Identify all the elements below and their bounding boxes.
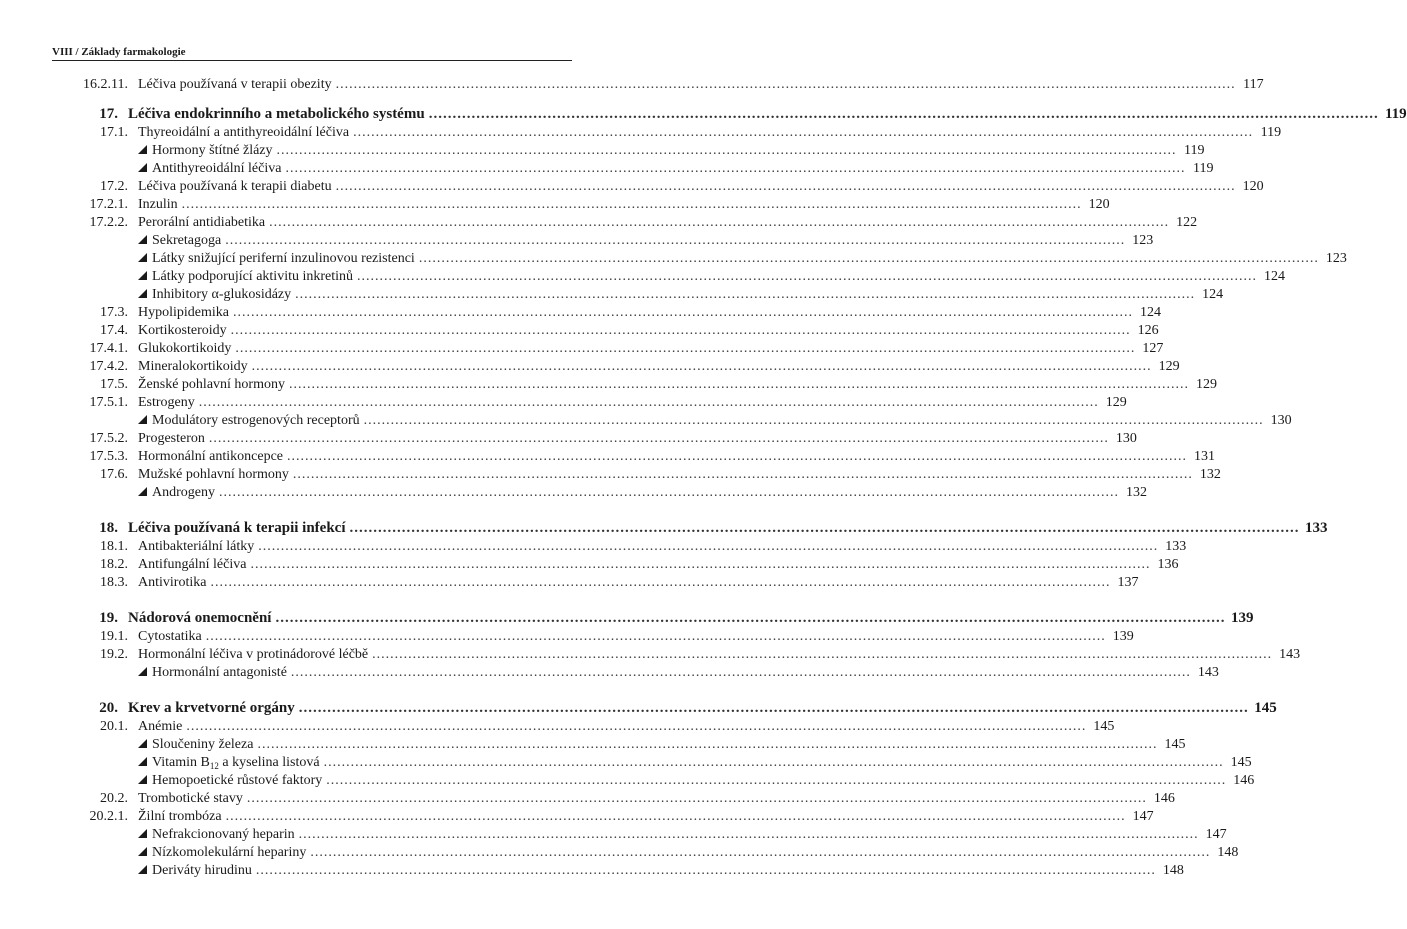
toc-entry-row [52,160,1214,178]
toc-entry-title-text: Antithyreoidální léčiva [152,161,282,176]
toc-entry-number: 17.5. [100,377,128,392]
toc-entry-title [128,104,425,124]
toc-page-number: 139 [1112,629,1134,644]
triangle-bullet-icon [138,163,147,172]
toc-entry-title [138,448,283,466]
toc-entry-title [138,736,253,754]
toc-entry-row [52,754,1252,772]
toc-page-number: 129 [1105,395,1127,410]
dot-leader: ........................................................................................................................................................................................................ [269,215,1170,230]
toc-entry-title [138,196,178,214]
toc-entry-title [138,538,254,556]
toc-page-number: 133 [1305,520,1328,536]
toc-entry-title [138,358,248,376]
triangle-bullet-icon [138,271,147,280]
triangle-bullet-icon [138,865,147,874]
toc-entry-number: 19.2. [100,647,128,662]
toc-page-number: 119 [1192,161,1214,176]
triangle-bullet-icon [138,667,147,676]
toc-entry-title-text: Nádorová onemocnění [128,610,272,626]
toc-chapter-row [52,518,1328,538]
toc-entry-row [52,76,1264,94]
toc-page-number: 127 [1142,341,1164,356]
toc-entry-row [52,232,1154,250]
toc-entry-number: 19.1. [100,629,128,644]
dot-leader: ........................................................................................................................................................................................................ [295,287,1196,302]
toc-entry-title [138,790,243,808]
toc-entry-row [52,268,1286,286]
toc-entry-row [52,178,1264,196]
triangle-bullet-icon [138,235,147,244]
toc-chapter-row [52,104,1407,124]
toc-entry-row [52,826,1227,844]
toc-entry-title [138,340,231,358]
dot-leader: ........................................................................................................................................................................................................ [285,161,1186,176]
toc-page-number: 122 [1176,215,1198,230]
dot-leader: ........................................................................................................................................................................................................ [323,755,1224,770]
dot-leader: ........................................................................................................................................................................................................ [276,143,1177,158]
toc-entry-subscript: 12 [209,761,219,771]
toc-entry-row [52,844,1239,862]
toc-entry-number: 16.2.11. [83,77,128,92]
dot-leader: ........................................................................................................................................................................................................ [326,773,1227,788]
toc-page-number: 139 [1230,610,1254,626]
toc-entry-number: 17.2.1. [89,197,128,212]
dot-leader: ........................................................................................................................................................................................................ [246,791,1147,806]
toc-entry-title-text: Sekretagoga [152,233,222,248]
toc-page-number: 120 [1242,179,1264,194]
toc-entry-title-text: Kortikosteroidy [138,323,227,338]
toc-entry-row [52,214,1198,232]
toc-entry-title [138,466,289,484]
toc-entry-number: 17.2. [100,179,128,194]
toc-page-number: 148 [1162,863,1184,878]
toc-page-number: 130 [1270,413,1292,428]
toc-page-number: 129 [1195,377,1217,392]
toc-entry-title [138,322,227,340]
toc-entry-row [52,358,1180,376]
toc-entry-number: 18. [99,520,118,536]
toc-page-number: 119 [1184,143,1205,158]
dot-leader: ........................................................................................................................................................................................................ [288,377,1189,392]
toc-entry-title [128,518,346,538]
toc-entry-title [138,772,322,790]
toc-entry-title-text: Hemopoetické růstové faktory [152,773,323,788]
toc-entry-title [138,826,295,844]
toc-entry-title [138,142,273,160]
dot-leader: ........................................................................................................................................................................................................ [235,341,1136,356]
toc-entry-title [138,574,206,592]
toc-entry-title [138,160,281,178]
toc-entry-title [128,698,295,718]
triangle-bullet-icon [138,739,147,748]
toc-entry-row [52,340,1164,358]
dot-leader: ........................................................................................................................................................................................................ [335,179,1236,194]
toc-entry-title [138,304,229,322]
toc-page-number: 117 [1243,77,1264,92]
toc-entry-title-text: a kyselina listová [218,755,320,770]
toc-entry-number: 17.5.1. [89,395,128,410]
toc-entry-number: 19. [99,610,118,626]
triangle-bullet-icon [138,253,147,262]
toc-page-number: 130 [1115,431,1137,446]
toc-entry-title-text: Androgeny [152,485,215,500]
toc-entry-title-text: Krev a krvetvorné orgány [128,700,295,716]
toc-entry-number: 17.1. [100,125,128,140]
toc-entry-number: 20.1. [100,719,128,734]
triangle-bullet-icon [138,847,147,856]
toc-entry-number: 17.5.3. [89,449,128,464]
dot-leader: ........................................................................................................................................................................................................ [292,467,1193,482]
toc-page-number: 147 [1205,827,1227,842]
toc-entry-row [52,250,1347,268]
dot-leader: ........................................................................................................................................................................................................ [181,197,1082,212]
dot-leader: ........................................................................................................................................................................................................ [275,610,1226,626]
triangle-bullet-icon [138,289,147,298]
dot-leader: ........................................................................................................................................................................................................ [225,809,1126,824]
toc-entry-title-text: Léčiva endokrinního a metabolického systému [128,106,425,122]
triangle-bullet-icon [138,145,147,154]
toc-page-number: 147 [1132,809,1154,824]
toc-entry-title-text: Trombotické stavy [138,791,243,806]
toc-entry-title-text: Hormonální antagonisté [152,665,287,680]
toc-page-number: 124 [1264,269,1286,284]
toc-entry-row [52,304,1161,322]
table-of-contents [52,76,1407,880]
toc-entry-number: 17.4.1. [89,341,128,356]
dot-leader: ........................................................................................................................................................................................................ [258,539,1159,554]
toc-entry-title [138,124,349,142]
toc-page-number: 123 [1132,233,1154,248]
dot-leader: ........................................................................................................................................................................................................ [357,269,1258,284]
toc-entry-number: 20.2.1. [89,809,128,824]
toc-entry-row [52,664,1219,682]
toc-entry-row [52,394,1127,412]
toc-entry-title [138,430,205,448]
toc-entry-title [138,376,285,394]
dot-leader: ........................................................................................................................................................................................................ [335,77,1236,92]
toc-entry-title-text: Cytostatika [138,629,202,644]
toc-entry-title-text: Thyreoidální a antithyreoidální léčiva [138,125,350,140]
toc-entry-title-text: Anémie [138,719,183,734]
dot-leader: ........................................................................................................................................................................................................ [298,827,1199,842]
toc-entry-row [52,574,1139,592]
dot-leader: ........................................................................................................................................................................................................ [219,485,1119,500]
toc-entry-number: 20. [99,700,118,716]
toc-page-number: 133 [1165,539,1187,554]
toc-chapter-row [52,698,1277,718]
toc-entry-number: 17.3. [100,305,128,320]
toc-entry-title-text: Žilní trombóza [138,809,222,824]
toc-entry-title [138,646,368,664]
toc-entry-title-text: Perorální antidiabetika [138,215,266,230]
toc-entry-title-text: Inzulin [138,197,178,212]
toc-entry-title-text: Léčiva používaná k terapii diabetu [138,179,332,194]
dot-leader: ........................................................................................................................................................................................................ [210,575,1111,590]
toc-entry-row [52,718,1115,736]
toc-entry-title-text: Hypolipidemika [138,305,229,320]
dot-leader: ........................................................................................................................................................................................................ [353,125,1254,140]
toc-entry-title [138,214,265,232]
toc-entry-row [52,790,1175,808]
toc-chapter-row [52,608,1254,628]
toc-entry-number: 17. [99,106,118,122]
dot-leader: ........................................................................................................................................................................................................ [310,845,1211,860]
toc-page-number: 136 [1157,557,1179,572]
toc-entry-row [52,142,1205,160]
dot-leader: ........................................................................................................................................................................................................ [251,359,1152,374]
toc-entry-row [52,556,1179,574]
dot-leader: ........................................................................................................................................................................................................ [290,665,1191,680]
toc-entry-title-text: Inhibitory α-glukosidázy [152,287,292,302]
toc-entry-title [138,844,306,862]
toc-entry-title-text: Mineralokortikoidy [138,359,248,374]
toc-entry-number: 18.3. [100,575,128,590]
toc-entry-row [52,286,1224,304]
toc-page-number: 126 [1137,323,1159,338]
dot-leader: ........................................................................................................................................................................................................ [250,557,1151,572]
toc-entry-number: 18.1. [100,539,128,554]
toc-entry-title [138,286,291,304]
toc-entry-row [52,196,1110,214]
triangle-bullet-icon [138,775,147,784]
toc-entry-row [52,808,1154,826]
toc-entry-title [138,808,222,826]
toc-entry-number: 17.2.2. [89,215,128,230]
toc-page-number: 143 [1197,665,1219,680]
toc-entry-title-text: Látky podporující aktivitu inkretinů [152,269,354,284]
toc-entry-title-text: Hormony štítné žlázy [152,143,273,158]
toc-entry-title [138,628,202,646]
toc-page-number: 146 [1153,791,1175,806]
toc-entry-title-text: Vitamin B [152,755,210,770]
dot-leader: ........................................................................................................................................................................................................ [233,305,1133,320]
toc-page-number: 124 [1140,305,1161,320]
toc-entry-title-text: Léčiva používaná k terapii infekcí [128,520,346,536]
toc-entry-row [52,466,1221,484]
toc-entry-title-text: Estrogeny [138,395,195,410]
dot-leader: ........................................................................................................................................................................................................ [255,863,1156,878]
toc-entry-title-text: Modulátory estrogenových receptorů [152,413,360,428]
toc-page-number: 143 [1279,647,1301,662]
toc-entry-title-text: Mužské pohlavní hormony [138,467,289,482]
toc-entry-title [138,232,221,250]
toc-entry-row [52,538,1187,556]
toc-entry-title [138,412,360,430]
toc-entry-title [138,76,332,94]
dot-leader: ........................................................................................................................................................................................................ [363,413,1264,428]
toc-entry-title-text: Deriváty hirudinu [152,863,252,878]
toc-entry-number: 17.6. [100,467,128,482]
toc-entry-number: 17.4.2. [89,359,128,374]
toc-entry-row [52,376,1217,394]
toc-page-number: 123 [1325,251,1347,266]
toc-page-number: 120 [1088,197,1110,212]
toc-entry-row [52,484,1147,502]
toc-page-number: 148 [1217,845,1239,860]
toc-entry-title-text: Hormonální antikoncepce [138,449,284,464]
toc-entry-title-text: Antibakteriální látky [138,539,255,554]
toc-entry-row [52,322,1159,340]
toc-entry-title [138,178,332,196]
toc-entry-row [52,430,1137,448]
toc-entry-title-text: Antivirotika [138,575,207,590]
dot-leader: ........................................................................................................................................................................................................ [428,106,1379,122]
toc-entry-title-text: Nízkomolekulární hepariny [152,845,307,860]
toc-entry-row [52,772,1255,790]
toc-page-number: 145 [1164,737,1186,752]
toc-entry-title [138,862,252,880]
toc-entry-row [52,412,1292,430]
toc-entry-title-text: Léčiva používaná v terapii obezity [138,77,332,92]
toc-entry-title-text: Glukokortikoidy [138,341,232,356]
toc-page-number: 146 [1233,773,1255,788]
toc-entry-row [52,736,1186,754]
toc-entry-title [138,394,195,412]
dot-leader: ........................................................................................................................................................................................................ [186,719,1087,734]
triangle-bullet-icon [138,829,147,838]
toc-entry-title-text: Antifungální léčiva [138,557,247,572]
toc-entry-title-text: Nefrakcionovaný heparin [152,827,295,842]
triangle-bullet-icon [138,487,147,496]
toc-page-number: 145 [1254,700,1277,716]
toc-entry-number: 18.2. [100,557,128,572]
toc-page-number: 137 [1117,575,1139,590]
toc-entry-title [138,718,182,736]
toc-entry-title-text: Látky snižující periferní inzulinovou rezistenci [152,251,415,266]
toc-entry-title [138,484,215,502]
toc-entry-title [138,268,353,286]
toc-page-number: 132 [1199,467,1221,482]
toc-entry-number: 17.4. [100,323,128,338]
toc-entry-title [128,608,271,628]
toc-entry-title-text: Ženské pohlavní hormony [138,377,285,392]
dot-leader: ........................................................................................................................................................................................................ [198,395,1099,410]
dot-leader: ........................................................................................................................................................................................................ [257,737,1158,752]
toc-entry-number: 20.2. [100,791,128,806]
toc-page-number: 145 [1093,719,1115,734]
running-header-text: VIII / Základy farmakologie [52,46,186,58]
toc-entry-row [52,862,1184,880]
dot-leader: ........................................................................................................................................................................................................ [205,629,1106,644]
running-header [52,46,572,61]
dot-leader: ........................................................................................................................................................................................................ [418,251,1319,266]
triangle-bullet-icon [138,757,147,766]
toc-page-number: 129 [1158,359,1180,374]
toc-entry-title [138,556,246,574]
toc-entry-title-text: Hormonální léčiva v protinádorové léčbě [138,647,369,662]
dot-leader: ........................................................................................................................................................................................................ [230,323,1131,338]
toc-page-number: 119 [1385,106,1407,122]
toc-page-number: 132 [1126,485,1147,500]
dot-leader: ........................................................................................................................................................................................................ [372,647,1273,662]
toc-entry-title [138,664,287,682]
toc-entry-row [52,628,1134,646]
dot-leader: ........................................................................................................................................................................................................ [208,431,1109,446]
dot-leader: ........................................................................................................................................................................................................ [349,520,1300,536]
dot-leader: ........................................................................................................................................................................................................ [225,233,1126,248]
dot-leader: ........................................................................................................................................................................................................ [298,700,1249,716]
toc-entry-row [52,448,1216,466]
toc-page-number: 145 [1230,755,1252,770]
toc-page-number: 119 [1260,125,1282,140]
toc-entry-title [138,250,415,268]
triangle-bullet-icon [138,415,147,424]
toc-entry-title-text: Progesteron [138,431,205,446]
dot-leader: ........................................................................................................................................................................................................ [287,449,1188,464]
toc-page-number: 131 [1194,449,1216,464]
toc-entry-row [52,646,1301,664]
toc-entry-row [52,124,1282,142]
toc-entry-title-text: Sloučeniny železa [152,737,254,752]
toc-entry-number: 17.5.2. [89,431,128,446]
toc-page-number: 124 [1202,287,1224,302]
